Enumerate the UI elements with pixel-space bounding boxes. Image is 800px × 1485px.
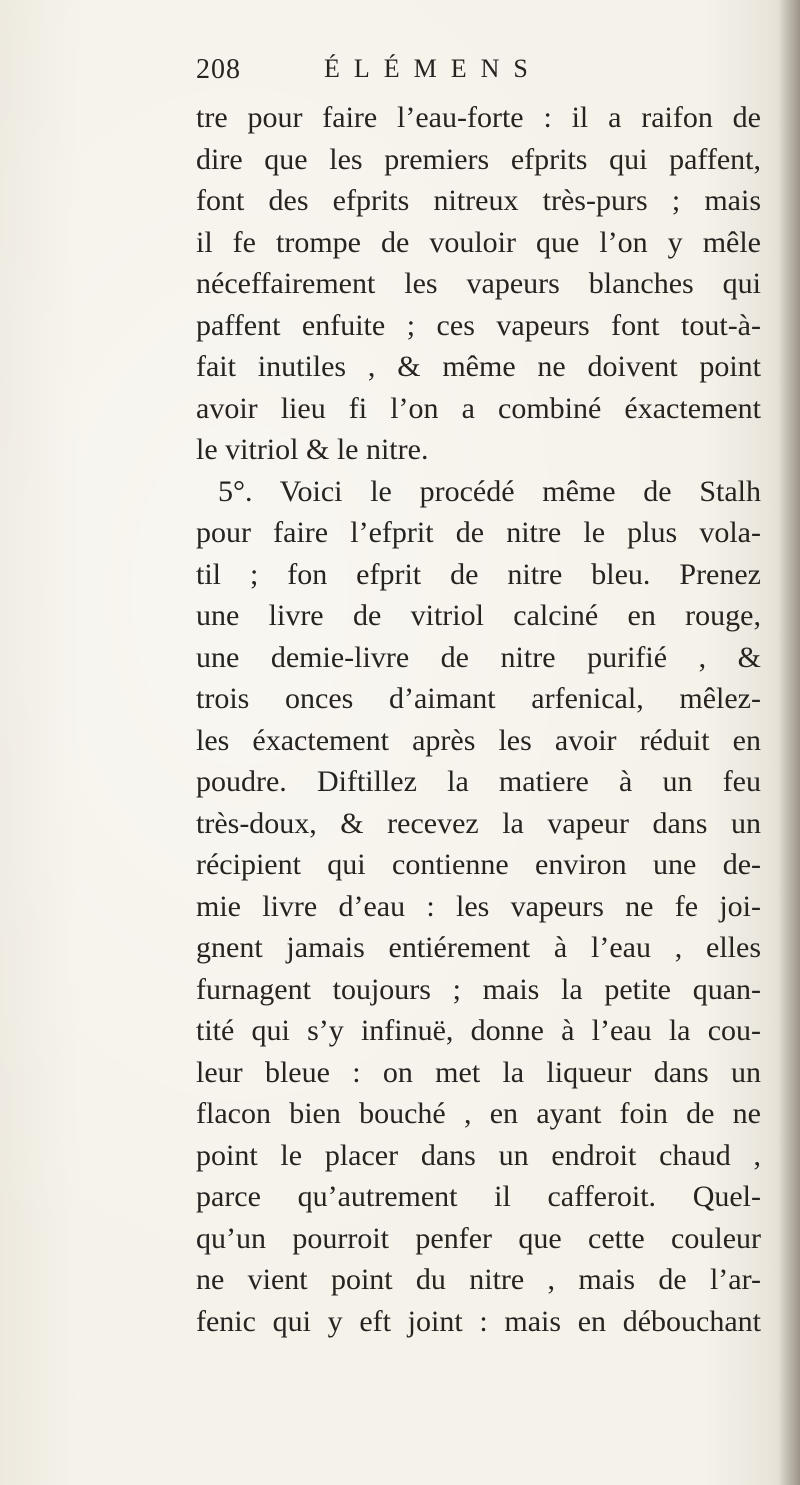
- text-line: font des efprits nitreux très-purs ; mais: [196, 184, 761, 217]
- page-edge-shadow: [778, 0, 800, 1485]
- text-line: ne vient point du nitre , mais de l’ar-: [196, 1263, 761, 1296]
- text-line: flacon bien bouché , en ayant foin de ne: [196, 1097, 761, 1130]
- text-line: dire que les premiers efprits qui paffent,: [196, 142, 761, 176]
- text-line: furnagent toujours ; mais la petite quan-: [196, 972, 761, 1006]
- page-number: 208: [196, 54, 241, 85]
- text-line: les éxactement après les avoir réduit en: [196, 723, 761, 757]
- text-line: récipient qui contienne environ une de-: [196, 848, 761, 881]
- text-line: tre pour faire l’eau-forte : il a raifon de: [196, 101, 761, 134]
- body-text: [196, 97, 761, 1342]
- text-line: mie livre d’eau : les vapeurs ne fe joi-: [196, 889, 761, 923]
- text-line: poudre. Diftillez la matiere à un feu: [196, 765, 761, 798]
- text-line: trois onces d’aimant arfenical, mêlez-: [196, 682, 761, 715]
- running-title: ÉLÉMENS: [324, 54, 542, 83]
- text-line: pour faire l’efprit de nitre le plus vola-: [196, 516, 761, 549]
- text-line: 5°. Voici le procédé même de Stalh: [218, 474, 761, 508]
- text-line: gnent jamais entiérement à l’eau , elles: [196, 931, 761, 964]
- text-line: qu’un pourroit penfer que cette couleur: [196, 1221, 761, 1255]
- text-line: le vitriol & le nitre.: [196, 433, 429, 466]
- text-line: point le placer dans un endroit chaud ,: [196, 1138, 761, 1172]
- text-line: paffent enfuite ; ces vapeurs font tout-à-: [196, 308, 761, 342]
- page-header: [196, 54, 756, 94]
- text-line: néceffairement les vapeurs blanches qui: [196, 267, 761, 300]
- text-line: tité qui s’y infinuë, donne à l’eau la cou-: [196, 1014, 761, 1047]
- text-line: fenic qui y eft joint : mais en débouchant: [196, 1304, 761, 1338]
- text-line: parce qu’autrement il cafferoit. Quel-: [196, 1180, 761, 1213]
- text-line: il fe trompe de vouloir que l’on y mêle: [196, 225, 761, 259]
- text-line: très-doux, & recevez la vapeur dans un: [196, 806, 761, 840]
- text-line: til ; fon efprit de nitre bleu. Prenez: [196, 557, 761, 591]
- text-line: une demie-livre de nitre purifié , &: [196, 640, 761, 674]
- text-line: une livre de vitriol calciné en rouge,: [196, 599, 761, 632]
- text-line: leur bleue : on met la liqueur dans un: [196, 1055, 761, 1089]
- text-line: avoir lieu fi l’on a combiné éxactement: [196, 391, 761, 425]
- text-line: fait inutiles , & même ne doivent point: [196, 350, 761, 383]
